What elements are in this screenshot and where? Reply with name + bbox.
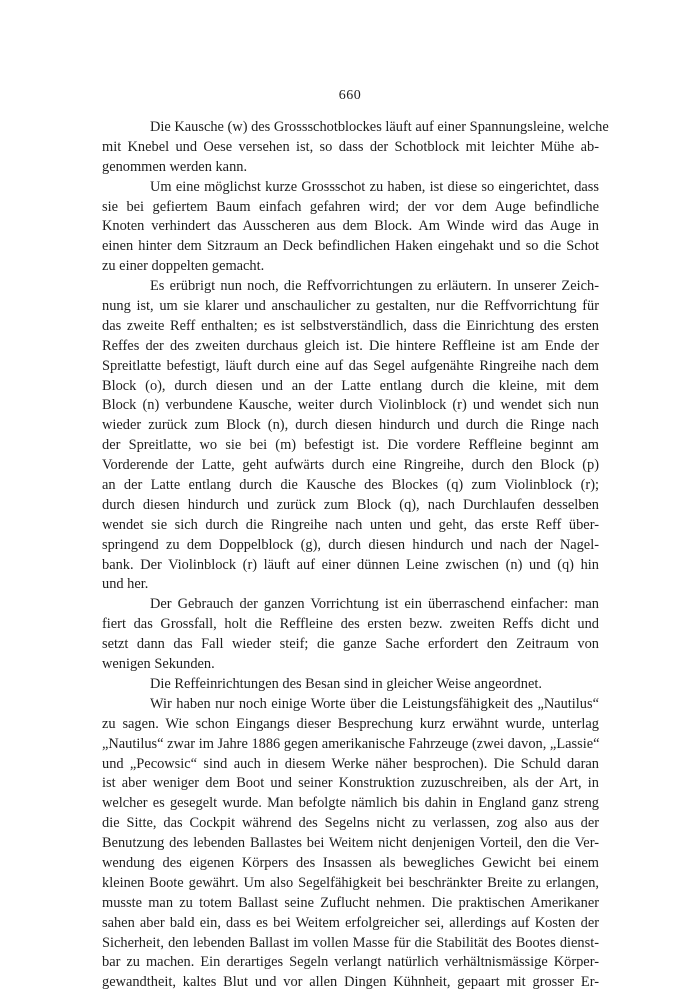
text-line: Der Gebrauch der ganzen Vorrichtung ist ein überraschend einfacher: man bbox=[150, 596, 599, 613]
text-line: kleinen Boote gewährt. Um also Segelfähigkeit bei beschränkter Breite zu erlangen, bbox=[102, 874, 599, 891]
text-line: Sicherheit, den lebenden Ballast im vollen Masse für die Stabilität des Bootes dienst- bbox=[102, 934, 599, 951]
text-line: Vorderende der Latte, geht aufwärts durch eine Ringreihe, durch den Block (p) bbox=[102, 457, 599, 474]
text-line: und „Pecowsic“ sind auch in diesem Werke näher besprochen). Die Schuld daran bbox=[102, 755, 599, 772]
text-line: bank. Der Violinblock (r) läuft auf einer dünnen Leine zwischen (n) und (q) hin bbox=[102, 556, 599, 573]
text-line: zu einer doppelten gemacht. bbox=[102, 258, 265, 275]
text-line: Spreitlatte befestigt, läuft durch eine auf das Segel aufgenähte Ringreihe nach dem bbox=[102, 357, 599, 374]
text-line: Block (n) verbundene Kausche, weiter durch Violinblock (r) und wendet sich nun bbox=[102, 397, 599, 414]
text-line: an der Latte entlang durch die Kausche des Blockes (q) zum Violinblock (r); bbox=[102, 477, 599, 494]
text-line: mit Knebel und Oese versehen ist, so dass der Schotblock mit leichter Mühe ab- bbox=[102, 138, 599, 155]
text-line: bar zu machen. Ein derartiges Segeln verlangt natürlich verhältnismässige Körper- bbox=[102, 954, 599, 971]
text-line: durch diesen hindurch und zurück zum Block (q), nach Durchlaufen desselben bbox=[102, 496, 599, 513]
text-line: Knoten verhindert das Ausscheren aus dem Block. Am Winde wird das Auge in bbox=[102, 218, 599, 235]
text-line: einen hinter dem Sitzraum an Deck befindlichen Haken eingehakt und so die Schot bbox=[102, 238, 599, 255]
text-line: musste man zu totem Ballast seine Zuflucht nehmen. Die praktischen Amerikaner bbox=[102, 894, 599, 911]
text-line: zu sagen. Wie schon Eingangs dieser Besprechung kurz erwähnt wurde, unterlag bbox=[102, 715, 599, 732]
text-line: Die Kausche (w) des Grossschotblockes läuft auf einer Spannungsleine, welche bbox=[150, 119, 609, 135]
text-line: Die Reffeinrichtungen des Besan sind in gleicher Weise angeordnet. bbox=[150, 675, 542, 692]
body-text bbox=[102, 118, 609, 993]
text-line: Wir haben nur noch einige Worte über die Leistungsfähigkeit des „Nautilus“ bbox=[150, 695, 599, 712]
text-line: Block (o), durch diesen und an der Latte entlang durch die kleine, mit dem bbox=[102, 377, 599, 394]
page-number: 660 bbox=[338, 88, 362, 103]
text-line: und her. bbox=[102, 576, 149, 593]
text-line: welcher es gesegelt wurde. Man befolgte nämlich bis dahin in England ganz streng bbox=[102, 795, 599, 812]
text-line: Es erübrigt nun noch, die Reffvorrichtungen zu erläutern. In unserer Zeich- bbox=[150, 278, 599, 295]
text-line: wieder zurück zum Block (n), durch diesen hindurch und durch die Ringe nach bbox=[102, 417, 599, 434]
text-line: genommen werden kann. bbox=[102, 158, 248, 175]
text-line: sahen aber bald ein, dass es bei Weitem erfolgreicher sei, allerdings auf Kosten der bbox=[102, 914, 599, 931]
text-line: nung ist, um sie klarer und anschaulicher zu gestalten, nur die Reffvorrichtung für bbox=[102, 298, 599, 315]
text-line: ist aber weniger dem Boot und seiner Konstruktion zuzuschreiben, als der Art, in bbox=[102, 775, 599, 792]
text-line: die Sitte, das Cockpit während des Segelns nicht zu verlassen, zog also aus der bbox=[102, 815, 599, 832]
text-line: „Nautilus“ zwar im Jahre 1886 gegen amerikanische Fahrzeuge (zwei davon, „Lassie“ bbox=[102, 735, 600, 752]
text-line: fiert das Grossfall, holt die Reffleine des ersten bezw. zweiten Reffs dicht und bbox=[102, 616, 599, 633]
text-line: Benutzung des lebenden Ballastes bei Weitem nicht denjenigen Vorteil, den die Ver- bbox=[102, 835, 599, 852]
text-line: setzt dann das Fall wieder steif; die ganze Sache erfordert den Zeitraum von bbox=[102, 636, 599, 653]
text-line: gewandtheit, kaltes Blut und vor allen Dingen Kühnheit, gepaart mit grosser Er- bbox=[102, 974, 599, 991]
text-line: das zweite Reff enthalten; es ist selbstverständlich, dass die Einrichtung des ersten bbox=[102, 317, 599, 334]
text-line: wendet sie sich durch die Ringreihe nach unten und geht, das erste Reff über- bbox=[102, 516, 599, 533]
text-line: Reffes der des zweiten durchaus gleich ist. Die hintere Reffleine ist am Ende der bbox=[102, 337, 599, 354]
text-line: wenigen Sekunden. bbox=[102, 656, 215, 673]
text-line: der Spreitlatte, wo sie bei (m) befestigt ist. Die vordere Reffleine beginnt am bbox=[102, 437, 599, 454]
text-line: sie bei gefiertem Baum einfach gefahren wird; der vor dem Auge befindliche bbox=[102, 198, 599, 215]
text-line: wendung des eigenen Körpers des Insassen als bewegliches Gewicht bei einem bbox=[102, 854, 599, 871]
text-line: springend zu dem Doppelblock (g), durch diesen hindurch und nach der Nagel- bbox=[102, 536, 599, 553]
text-line: Um eine möglichst kurze Grossschot zu haben, ist diese so eingerichtet, dass bbox=[150, 178, 599, 195]
